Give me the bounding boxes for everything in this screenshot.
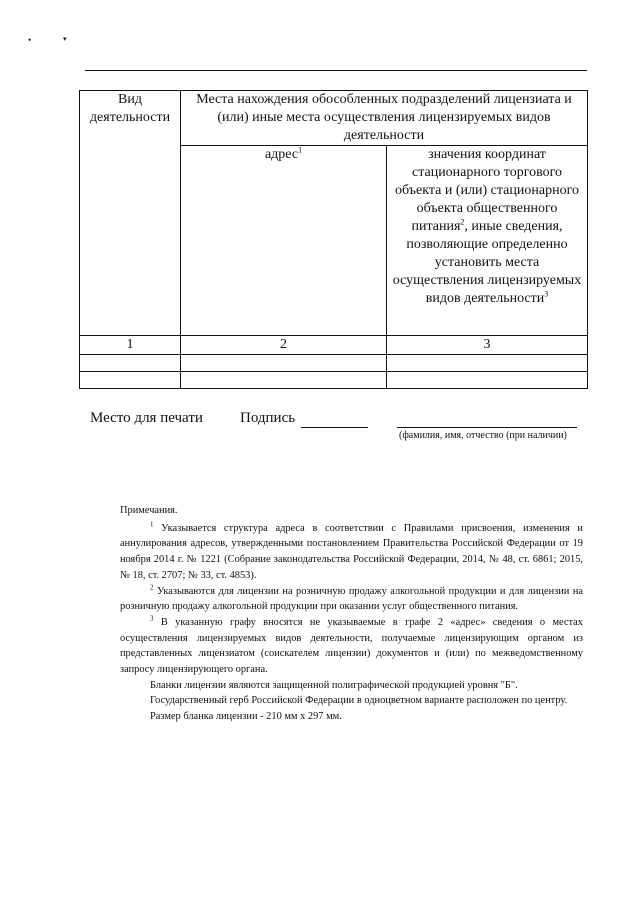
footnote-ref: 3 <box>150 614 154 623</box>
note-blanks: Бланки лицензии являются защищенной полиграфической продукцией уровня "Б". <box>150 679 518 691</box>
signature-label: Подпись <box>240 410 296 426</box>
note-1 <box>120 521 583 584</box>
footnote-ref: 1 <box>298 145 303 155</box>
col-number: 1 <box>80 336 181 355</box>
note-text: Указывается структура адреса в соответствии с Правилами присвоения, изменения и аннулирования адресов, утвержденными постановлением Правительства Российской Федерации от 19 ноября 2014 г. № 1221 (Собрание законодательства Российской Федерации, 2014, № 48, ст. 6861; 2015, № 18, ст. 2707; № 33, ст. 4853). <box>120 522 583 581</box>
table-row <box>80 355 588 372</box>
note-text: В указанную графу вносятся не указываемые в графе 2 «адрес» сведения о местах осуществления лицензируемых видов деятельности, получаемые лицензирующим органом из представленных лицензиатом (соискателем лицензии) документов и (или) по межведомственному запросу лицензирующего органа. <box>120 616 583 676</box>
note-3 <box>120 615 583 678</box>
col-coordinates-text-tail: , иные сведения, позволяющие определенно установить места осуществления лицензируемых видов деятельности <box>392 219 582 306</box>
table-row <box>80 372 588 389</box>
table-cell <box>181 355 387 372</box>
col-address-header <box>181 146 387 336</box>
notes-section <box>120 503 583 725</box>
stamp-label: Место для печати <box>90 410 203 426</box>
table-cell <box>387 355 588 372</box>
table-cell <box>181 372 387 389</box>
col-number: 2 <box>181 336 387 355</box>
note-emblem: Государственный герб Российской Федерации в одноцветном варианте расположен по центру. <box>150 695 568 707</box>
table-cell <box>80 355 181 372</box>
table-cell <box>387 372 588 389</box>
scan-mark-left: • <box>28 35 32 45</box>
table-header-row <box>80 91 588 146</box>
col-address-text: адрес <box>264 147 299 162</box>
note-text: Указываются для лицензии на розничную продажу алкогольной продукции и для лицензии на розничную продажу алкогольной продукции при оказании услуг общественного питания. <box>120 585 583 613</box>
footnote-ref: 3 <box>544 289 549 299</box>
col-coordinates-header <box>387 146 588 336</box>
table-number-row <box>80 336 588 355</box>
footnote-ref: 1 <box>150 520 154 529</box>
note-2 <box>120 584 583 615</box>
note-size: Размер бланка лицензии - 210 мм х 297 мм. <box>150 711 342 723</box>
fio-caption: (фамилия, имя, отчество (при наличии) <box>399 430 567 441</box>
notes-title: Примечания. <box>120 505 178 516</box>
col-activity-header: Вид деятельности <box>80 91 181 336</box>
locations-table <box>79 90 588 389</box>
signature-line <box>301 427 368 428</box>
scan-mark-right: ▾ <box>63 35 67 43</box>
col-coordinates-text: значения координат стационарного торгового объекта и (или) стационарного объекта общественного питания <box>395 147 579 234</box>
col-group-header: Места нахождения обособленных подразделений лицензиата и (или) иные места осуществления лицензируемых видов деятельности <box>181 91 588 146</box>
table-cell <box>80 372 181 389</box>
header-divider <box>85 70 587 71</box>
footnote-ref: 2 <box>150 583 154 592</box>
fio-line <box>397 427 577 428</box>
col-number: 3 <box>387 336 588 355</box>
footnote-ref: 2 <box>460 217 465 227</box>
